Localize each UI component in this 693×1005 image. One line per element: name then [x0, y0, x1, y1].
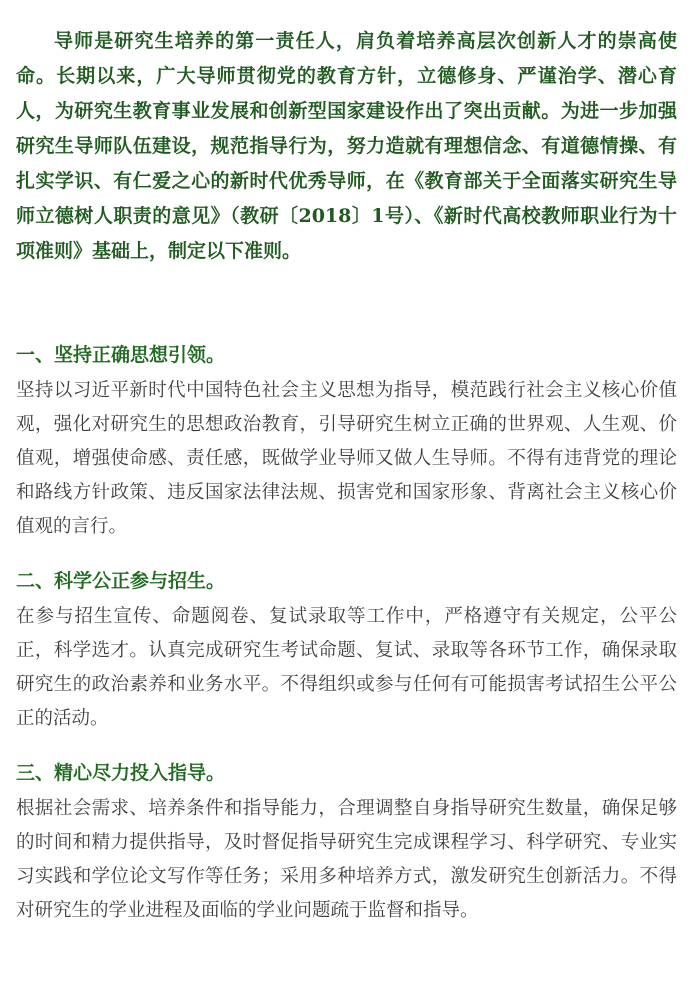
section-title: 三、精心尽力投入指导。 — [16, 762, 226, 784]
section-title: 一、坚持正确思想引领。 — [16, 344, 226, 366]
section-body: 坚持以习近平新时代中国特色社会主义思想为指导，模范践行社会主义核心价值观，强化对研究生的思想政治教育，引导研究生树立正确的世界观、人生观、价值观，增强使命感、责任感，既做学业导师又做人生导师。不得有违背党的理论和路线方针政策、违反国家法律法规、损害党和国家形象、背离社会主义核心价值观的言行。 — [16, 380, 677, 537]
section-2 — [16, 566, 677, 736]
section-body: 根据社会需求、培养条件和指导能力，合理调整自身指导研究生数量，确保足够的时间和精力提供指导，及时督促指导研究生完成课程学习、科学研究、专业实习实践和学位论文写作等任务；采用多种培养方式，激发研究生创新活力。不得对研究生的学业进程及面临的学业问题疏于监督和指导。 — [16, 798, 677, 921]
section-1 — [16, 340, 677, 544]
section-3 — [16, 758, 677, 928]
intro-paragraph: 导师是研究生培养的第一责任人，肩负着培养高层次创新人才的崇高使命。长期以来，广大导师贯彻党的教育方针，立德修身、严谨治学、潜心育人，为研究生教育事业发展和创新型国家建设作出了突出贡献。为进一步加强研究生导师队伍建设，规范指导行为，努力造就有理想信念、有道德情操、有扎实学识、有仁爱之心的新时代优秀导师，在《教育部关于全面落实研究生导师立德树人职责的意见》（教研〔2018〕1号）、《新时代高校教师职业行为十项准则》基础上，制定以下准则。 — [16, 30, 677, 262]
section-body: 在参与招生宣传、命题阅卷、复试录取等工作中，严格遵守有关规定，公平公正，科学选才。认真完成研究生考试命题、复试、录取等各环节工作，确保录取研究生的政治素养和业务水平。不得组织或参与任何有可能损害考试招生公平公正的活动。 — [16, 606, 677, 729]
section-title: 二、科学公正参与招生。 — [16, 570, 226, 592]
